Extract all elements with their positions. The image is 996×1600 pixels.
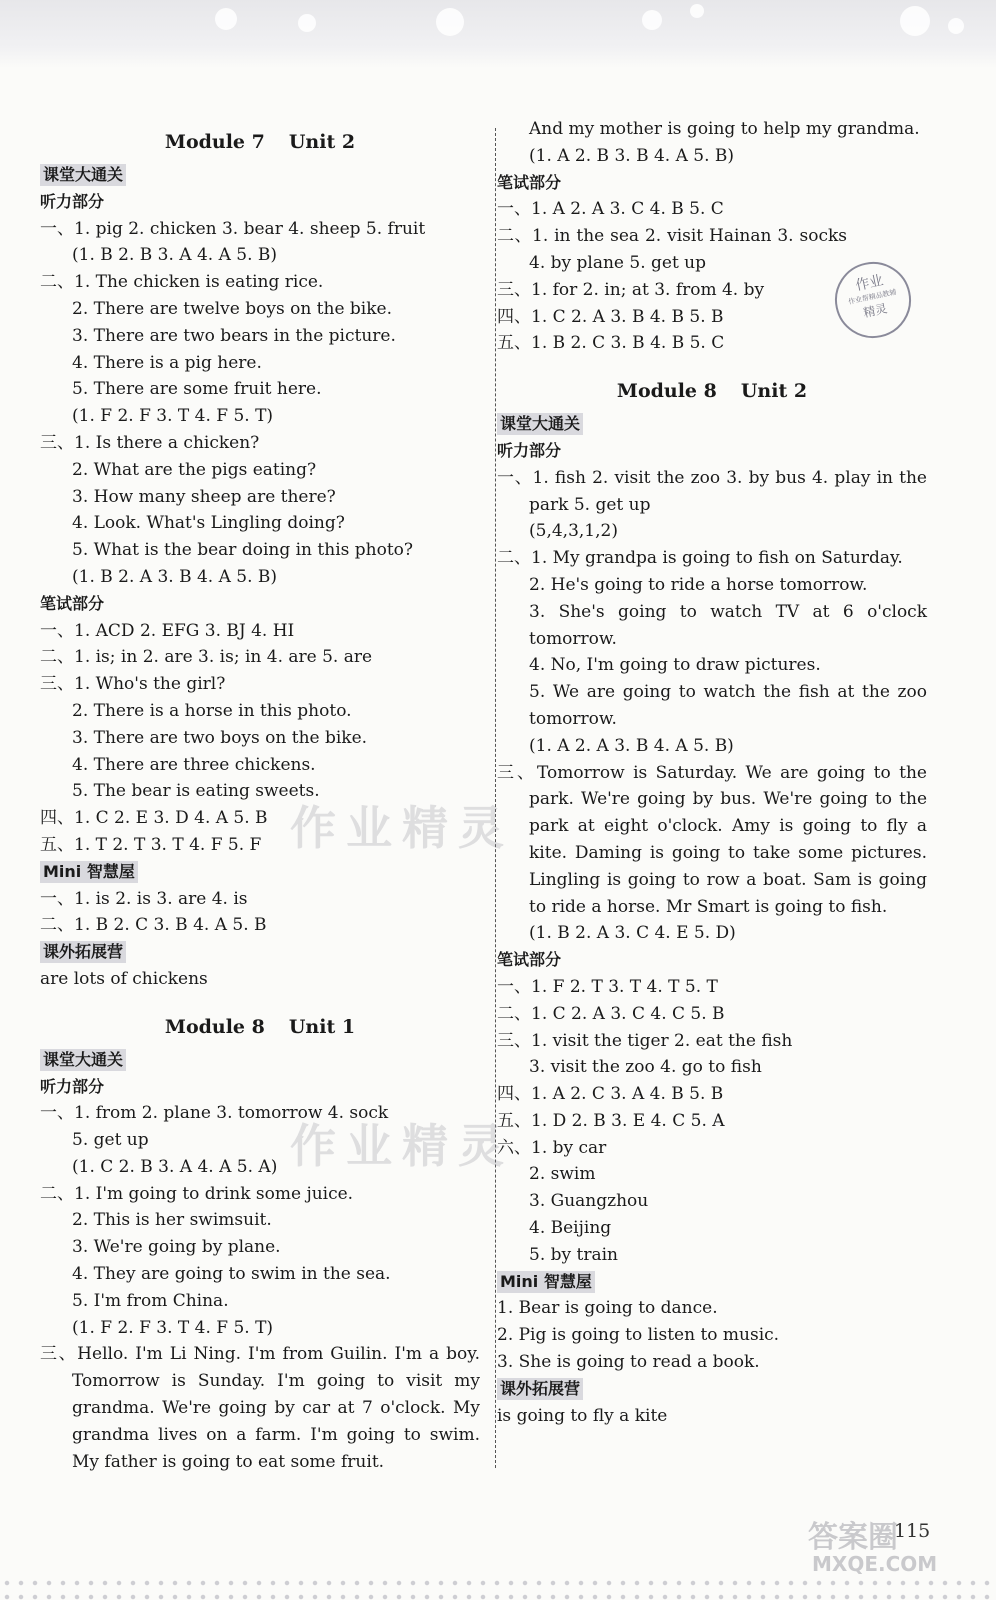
header-banner bbox=[0, 0, 996, 68]
answer-line: 五、1. D 2. B 3. E 4. C 5. A bbox=[497, 1110, 725, 1131]
writing-heading: 笔试部分 bbox=[40, 593, 105, 613]
answer-line: (1. A 2. B 3. B 4. A 5. B) bbox=[529, 145, 735, 166]
answer-line: 一、1. from 2. plane 3. tomorrow 4. sock bbox=[40, 1103, 389, 1124]
answer-line: (5,4,3,1,2) bbox=[529, 521, 618, 542]
answer-line: 1. Bear is going to dance. bbox=[497, 1298, 718, 1319]
answer-line: (1. F 2. F 3. T 4. F 5. T) bbox=[72, 1317, 274, 1338]
answer-line: 5. What is the bear doing in this photo? bbox=[72, 540, 414, 561]
extension-tag: 课外拓展营 bbox=[40, 941, 126, 963]
watermark: 作业精灵 bbox=[290, 801, 514, 855]
extension-tag: 课外拓展营 bbox=[497, 1378, 583, 1400]
answer-line: (1. B 2. A 3. C 4. E 5. D) bbox=[529, 923, 736, 944]
answer-line: 3. visit the zoo 4. go to fish bbox=[529, 1057, 762, 1078]
corner-watermark: 答案圈 bbox=[808, 1520, 898, 1555]
answer-paragraph: 三、Hello. I'm Li Ning. I'm from Guilin. I'm a boy. Tomorrow is Sunday. I'm going to visit my grandma. We're going by car at 7 o'clock. My grandma lives on a farm. I'm going to swim. My father is going to eat some fruit. bbox=[40, 1344, 480, 1472]
bubble-decoration bbox=[900, 6, 930, 36]
stamp-seal: 作业 作业帮精品教辅 精灵 bbox=[828, 255, 918, 345]
writing-heading: 笔试部分 bbox=[497, 950, 562, 970]
answer-line: (1. B 2. B 3. A 4. A 5. B) bbox=[72, 245, 278, 266]
bubble-decoration bbox=[948, 18, 964, 34]
answer-line: 4. There are three chickens. bbox=[72, 754, 316, 775]
answer-line: 五、1. B 2. C 3. B 4. B 5. C bbox=[497, 333, 725, 354]
module-7-unit-2-title: Module 7 Unit 2 bbox=[164, 131, 356, 153]
answer-line: 5. We are going to watch the fish at the zoo tomorrow. bbox=[529, 682, 927, 729]
answer-line: 2. What are the pigs eating? bbox=[72, 459, 317, 480]
footer-dots bbox=[0, 1576, 996, 1600]
answer-line: 2. There are twelve boys on the bike. bbox=[72, 298, 393, 319]
answer-line: 3. She is going to read a book. bbox=[497, 1352, 760, 1373]
answer-line: 二、1. I'm going to drink some juice. bbox=[40, 1183, 354, 1204]
answer-line: (1. B 2. A 3. B 4. A 5. B) bbox=[72, 566, 278, 587]
bubble-decoration bbox=[298, 14, 316, 32]
answer-line: 一、1. fish 2. visit the zoo 3. by bus 4. play in the park 5. get up bbox=[497, 467, 927, 515]
answer-line: 5. The bear is eating sweets. bbox=[72, 781, 320, 802]
answer-line: 4. No, I'm going to draw pictures. bbox=[529, 655, 821, 676]
watermark: 作业精灵 bbox=[290, 1119, 514, 1173]
answer-line: 二、1. in the sea 2. visit Hainan 3. socks 4. by plane 5. get up bbox=[497, 226, 847, 273]
answer-line: 二、1. C 2. A 3. C 4. C 5. B bbox=[497, 1003, 725, 1024]
mini-tag: Mini 智慧屋 bbox=[40, 861, 138, 883]
bubble-decoration bbox=[642, 10, 662, 30]
answer-line: 四、1. C 2. E 3. D 4. A 5. B bbox=[40, 808, 268, 829]
answer-line: 三、1. for 2. in; at 3. from 4. by bbox=[497, 279, 765, 300]
listening-heading: 听力部分 bbox=[40, 191, 105, 211]
answer-line: And my mother is going to help my grandma. bbox=[529, 119, 920, 139]
answer-line: 5. by train bbox=[529, 1244, 618, 1265]
answer-line: 五、1. T 2. T 3. T 4. F 5. F bbox=[40, 834, 262, 855]
answer-paragraph: 三、Tomorrow is Saturday. We are going to the park. We're going by bus. We're going to the park at eight o'clock. Amy is going to fly a kite. Daming is going to take some pictures. Lingling is going to row a boat. Sam is going to ride a horse. Mr Smart is going to fish. bbox=[497, 762, 927, 917]
answer-line: 2. He's going to ride a horse tomorrow. bbox=[529, 574, 868, 595]
answer-line: 3. She's going to watch TV at 6 o'clock tomorrow. bbox=[529, 601, 927, 649]
answer-line: 3. There are two boys on the bike. bbox=[72, 727, 368, 748]
answer-line: 四、1. C 2. A 3. B 4. B 5. B bbox=[497, 306, 724, 327]
answer-line: 4. They are going to swim in the sea. bbox=[72, 1264, 391, 1285]
answer-line: (1. F 2. F 3. T 4. F 5. T) bbox=[72, 406, 274, 427]
answer-line: 5. There are some fruit here. bbox=[72, 379, 322, 400]
answer-line: 二、1. is; in 2. are 3. is; in 4. are 5. are bbox=[40, 647, 373, 668]
answer-line: 3. How many sheep are there? bbox=[72, 486, 336, 507]
section-tag: 课堂大通关 bbox=[497, 413, 583, 435]
answer-line: 5. get up bbox=[72, 1130, 149, 1151]
section-tag: 课堂大通关 bbox=[40, 164, 126, 186]
answer-line: 4. Beijing bbox=[529, 1218, 612, 1239]
answer-line: 3. Guangzhou bbox=[529, 1191, 649, 1212]
listening-heading: 听力部分 bbox=[40, 1076, 105, 1096]
answer-line: 三、1. Who's the girl? bbox=[40, 674, 226, 695]
bubble-decoration bbox=[215, 8, 237, 30]
answer-line: is going to fly a kite bbox=[497, 1405, 668, 1426]
answer-line: 一、1. pig 2. chicken 3. bear 4. sheep 5. fruit bbox=[40, 218, 426, 239]
answer-line: (1. A 2. A 3. B 4. A 5. B) bbox=[529, 735, 734, 756]
module-8-unit-2-title: Module 8 Unit 2 bbox=[616, 380, 808, 403]
answer-line: 四、1. A 2. C 3. A 4. B 5. B bbox=[497, 1084, 724, 1105]
answer-line: 二、1. My grandpa is going to fish on Saturday. bbox=[497, 548, 903, 569]
mini-tag: Mini 智慧屋 bbox=[497, 1271, 595, 1293]
answer-line: 2. This is her swimsuit. bbox=[72, 1210, 272, 1231]
answer-line: 六、1. by car bbox=[497, 1137, 607, 1158]
answer-line: 二、1. B 2. C 3. B 4. A 5. B bbox=[40, 915, 267, 936]
answer-line: 三、1. Is there a chicken? bbox=[40, 432, 260, 453]
answer-line: 二、1. The chicken is eating rice. bbox=[40, 272, 324, 293]
answer-line: 2. There is a horse in this photo. bbox=[72, 700, 352, 721]
answer-line: 一、1. F 2. T 3. T 4. T 5. T bbox=[497, 976, 718, 997]
page-number: 115 bbox=[894, 1520, 931, 1542]
answer-line: 3. There are two bears in the picture. bbox=[72, 325, 396, 346]
answer-line: 4. Look. What's Lingling doing? bbox=[72, 513, 345, 534]
writing-heading: 笔试部分 bbox=[497, 172, 562, 192]
answer-line: (1. C 2. B 3. A 4. A 5. A) bbox=[72, 1156, 278, 1177]
corner-watermark-url: MXQE.COM bbox=[812, 1552, 938, 1576]
bubble-decoration bbox=[436, 8, 464, 36]
answer-line: 2. Pig is going to listen to music. bbox=[497, 1325, 780, 1346]
answer-line: 5. I'm from China. bbox=[72, 1290, 229, 1311]
answer-line: 一、1. ACD 2. EFG 3. BJ 4. HI bbox=[40, 620, 295, 641]
answer-line: 3. We're going by plane. bbox=[72, 1237, 281, 1258]
module-8-unit-1-title: Module 8 Unit 1 bbox=[164, 1015, 356, 1038]
listening-heading: 听力部分 bbox=[497, 440, 562, 460]
section-tag: 课堂大通关 bbox=[40, 1049, 126, 1071]
answer-line: 4. There is a pig here. bbox=[72, 352, 262, 373]
answer-line: 2. swim bbox=[529, 1164, 596, 1185]
bubble-decoration bbox=[690, 4, 704, 18]
answer-line: are lots of chickens bbox=[40, 968, 208, 989]
answer-line: 一、1. A 2. A 3. C 4. B 5. C bbox=[497, 199, 724, 220]
answer-line: 三、1. visit the tiger 2. eat the fish bbox=[497, 1030, 793, 1051]
answer-line: 一、1. is 2. is 3. are 4. is bbox=[40, 888, 248, 909]
